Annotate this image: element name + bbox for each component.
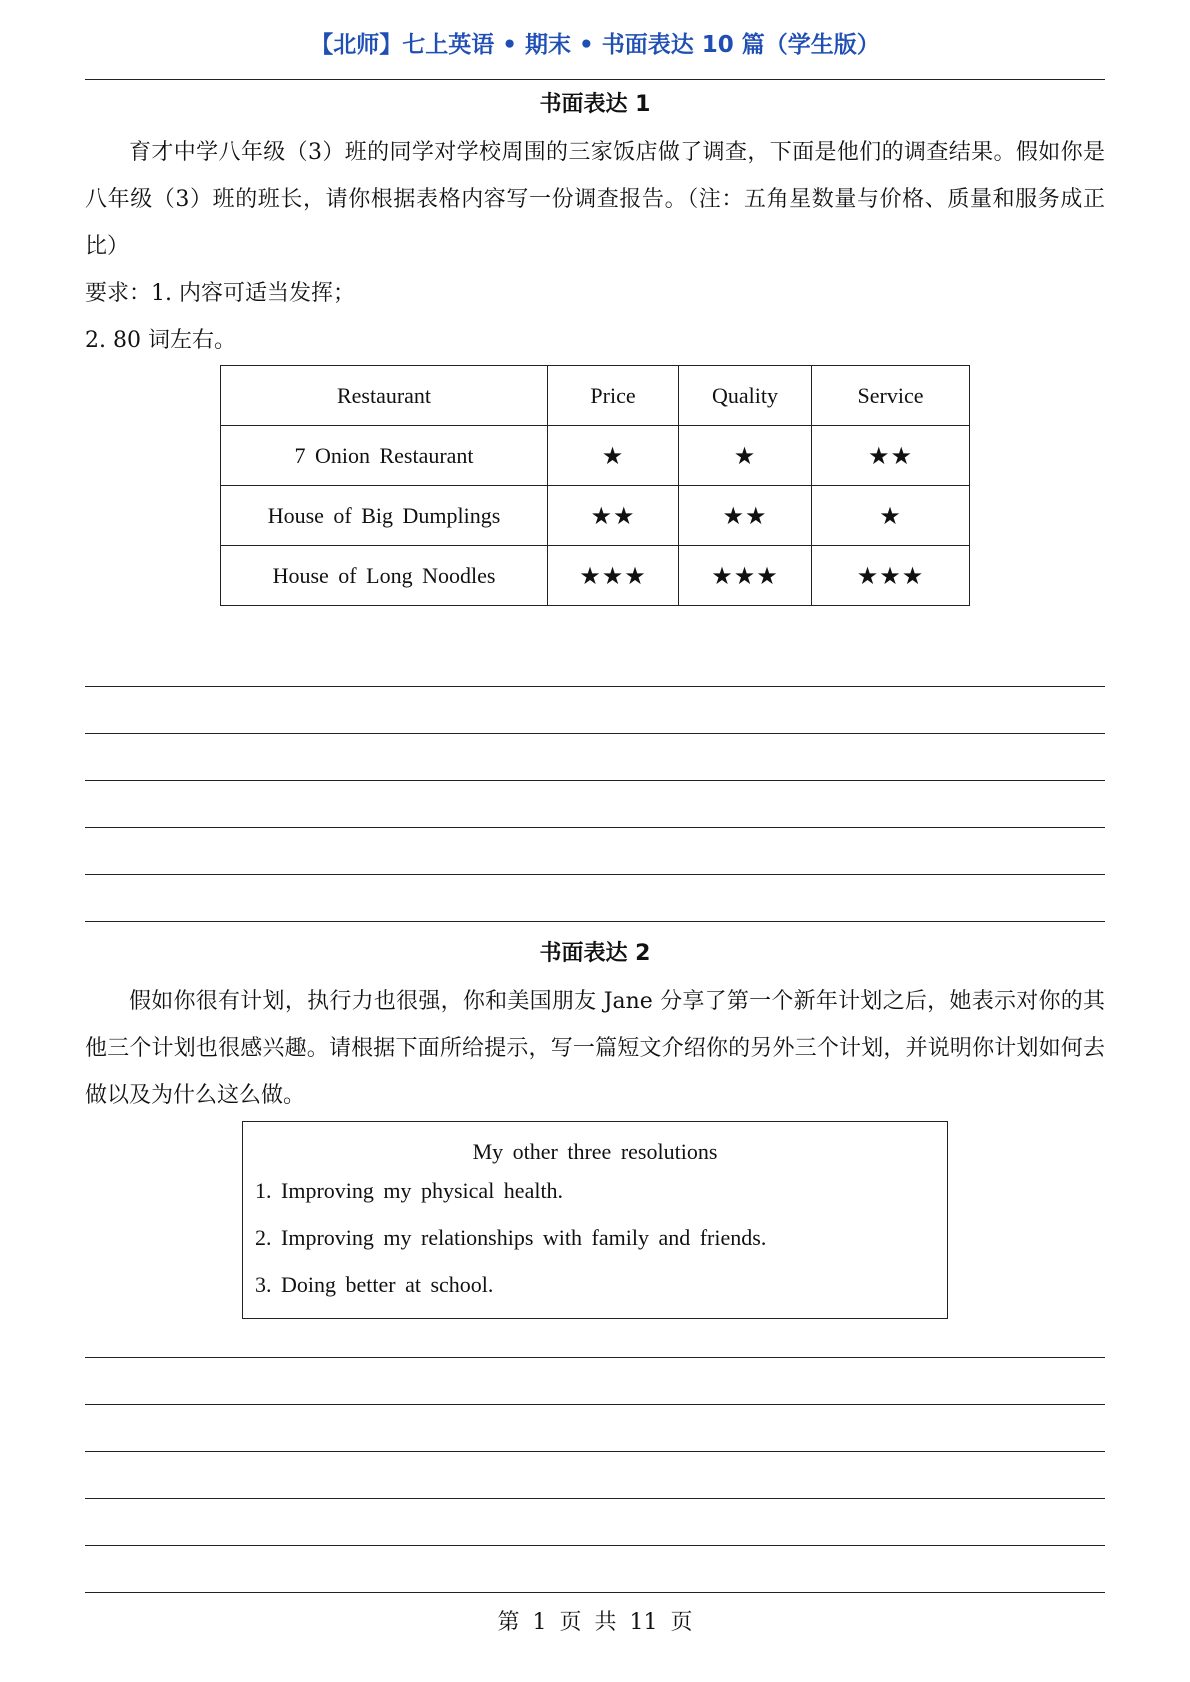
task-1-title: 书面表达 1 [539, 92, 651, 117]
restaurant-survey-table [220, 365, 970, 606]
answer-line[interactable] [85, 827, 1105, 828]
answer-line[interactable] [85, 686, 1105, 687]
table-row [221, 426, 970, 486]
table-header-row [221, 366, 970, 426]
table-row [221, 486, 970, 546]
price-rating: ★ [548, 426, 679, 486]
answer-line[interactable] [85, 1545, 1105, 1546]
answer-line[interactable] [85, 1404, 1105, 1405]
answer-line[interactable] [85, 874, 1105, 875]
quality-rating: ★ [679, 426, 812, 486]
price-rating: ★★★ [548, 546, 679, 606]
header-price: Price [548, 366, 679, 426]
service-rating: ★★ [812, 426, 970, 486]
service-rating: ★ [812, 486, 970, 546]
document-header: 【北师】七上英语 • 期末 • 书面表达 10 篇（学生版） [310, 32, 880, 58]
header-restaurant: Restaurant [221, 366, 548, 426]
answer-line[interactable] [85, 733, 1105, 734]
answer-line[interactable] [85, 780, 1105, 781]
answer-line[interactable] [85, 921, 1105, 922]
service-rating: ★★★ [812, 546, 970, 606]
resolution-item: 3. Doing better at school. [255, 1272, 494, 1297]
header-service: Service [812, 366, 970, 426]
restaurant-name: House of Big Dumplings [221, 486, 548, 546]
resolution-item: 1. Improving my physical health. [255, 1178, 564, 1203]
resolutions-box-title: My other three resolutions [472, 1139, 718, 1164]
restaurant-name: House of Long Noodles [221, 546, 548, 606]
task-1-requirement-1: 要求：1. 内容可适当发挥； [85, 281, 355, 306]
header-divider [85, 79, 1105, 80]
resolution-item: 2. Improving my relationships with family and friends. [255, 1225, 767, 1250]
resolutions-box [242, 1121, 948, 1319]
header-quality: Quality [679, 366, 812, 426]
table-row [221, 546, 970, 606]
page-number: 第 1 页 共 11 页 [497, 1610, 693, 1635]
answer-line[interactable] [85, 1357, 1105, 1358]
task-2-section [85, 939, 1105, 1119]
restaurant-name: 7 Onion Restaurant [221, 426, 548, 486]
quality-rating: ★★ [679, 486, 812, 546]
answer-line[interactable] [85, 1592, 1105, 1593]
task-2-title: 书面表达 2 [539, 941, 651, 966]
price-rating: ★★ [548, 486, 679, 546]
answer-line[interactable] [85, 1498, 1105, 1499]
task-2-instructions: 假如你很有计划，执行力也很强，你和美国朋友 Jane 分享了第一个新年计划之后，她表示对你的其他三个计划也很感兴趣。请根据下面所给提示，写一篇短文介绍你的另外三个计划，并说明你计划如何去做以及为什么这么做。 [85, 989, 1105, 1108]
task-1-section [85, 90, 1105, 364]
quality-rating: ★★★ [679, 546, 812, 606]
task-1-requirement-2: 2. 80 词左右。 [85, 328, 236, 353]
task-1-instructions: 育才中学八年级（3）班的同学对学校周围的三家饭店做了调查，下面是他们的调查结果。假如你是八年级（3）班的班长，请你根据表格内容写一份调查报告。（注：五角星数量与价格、质量和服务成正比） [85, 140, 1105, 259]
answer-line[interactable] [85, 1451, 1105, 1452]
